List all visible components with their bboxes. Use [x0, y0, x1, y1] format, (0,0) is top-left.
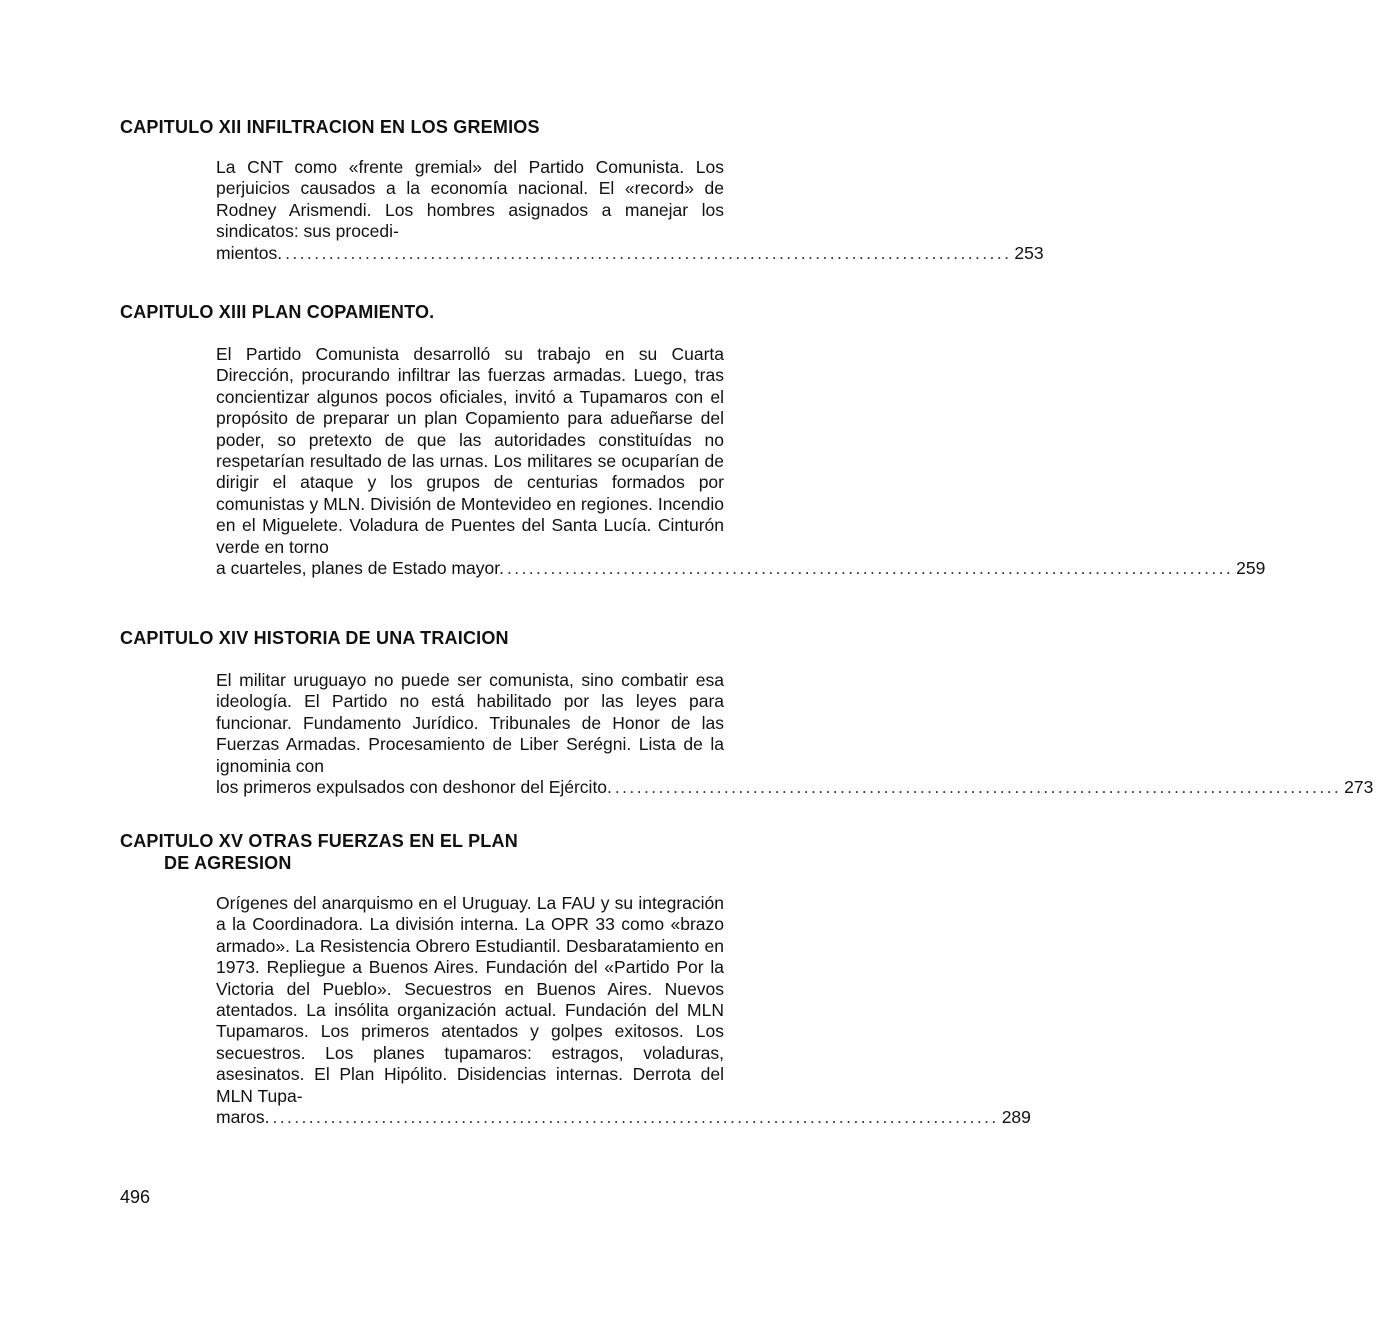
dot-leader: ....................................................................................................: [285, 242, 1012, 263]
chapter-heading: [120, 627, 509, 649]
summary-last-words: mientos.: [216, 242, 283, 263]
page-number: 496: [120, 1187, 151, 1207]
chapter-summary: [216, 157, 1044, 264]
page-reference: 259: [1236, 558, 1266, 579]
page-reference: 289: [1001, 1107, 1031, 1128]
summary-last-words: a cuarteles, planes de Estado mayor.: [216, 558, 504, 579]
dot-leader: ....................................................................................................: [614, 777, 1342, 798]
chapter-heading: [120, 301, 434, 323]
summary-text: La CNT como «frente gremial» del Partido Comunista. Los perjuicios causados a la economía nacional. El «record» de Rodney Arismendi. Los hombres asignados a manejar los sindicatos: sus procedi-: [216, 157, 724, 242]
summary-last-words: los primeros expulsados con deshonor del Ejército.: [216, 777, 612, 798]
page-reference: 253: [1014, 242, 1044, 263]
summary-last-words: maros.: [216, 1107, 270, 1128]
toc-entry-line: [216, 558, 1266, 579]
chapter-summary: [216, 893, 1031, 1128]
toc-entry-line: [216, 242, 1044, 264]
summary-text: Orígenes del anarquismo en el Uruguay. La FAU y su integración a la Coordinadora. La división interna. La OPR 33 como «brazo armado». La Resistencia Obrero Estudiantil. Desbaratamiento en 1973. Repliegue a Buenos Aires. Fundación del «Partido Por la Victoria del Pueblo». Secuestros en Buenos Aires. Nuevos atentados. La insólita organización actual. Fundación del MLN Tupamaros. Los primeros atentados y golpes exitosos. Los secuestros. Los planes tupamaros: estragos, voladuras, asesinatos. El Plan Hipólito. Disidencias internas. Derrota del MLN Tupa-: [216, 893, 724, 1106]
summary-text: El Partido Comunista desarrolló su trabajo en su Cuarta Dirección, procurando infiltrar las fuerzas armadas. Luego, tras concientizar algunos pocos oficiales, invitó a Tupamaros con el propósito de preparar un plan Copamiento para adueñarse del poder, so pretexto de que las autoridades constituídas no respetarían resultado de las urnas. Los militares se ocuparían de dirigir el ataque y los grupos de centurias formados por comunistas y MLN. División de Montevideo en regiones. Incendio en el Miguelete. Voladura de Puentes del Santa Lucía. Cinturón verde en torno: [216, 344, 724, 557]
chapter-title: CAPITULO XIII PLAN COPAMIENTO.: [120, 302, 435, 322]
chapter-heading: [120, 116, 540, 138]
chapter-title: CAPITULO XII INFILTRACION EN LOS GREMIOS: [120, 117, 540, 137]
summary-text: El militar uruguayo no puede ser comunista, sino combatir esa ideología. El Partido no está habilitado por las leyes para funcionar. Fundamento Jurídico. Tribunales de Honor de las Fuerzas Armadas. Procesamiento de Liber Serégni. Lista de la ignominia con: [216, 670, 724, 776]
chapter-title-continuation: DE AGRESION: [164, 853, 292, 873]
chapter-summary: [216, 344, 1266, 579]
toc-entry-line: [216, 1107, 1031, 1128]
dot-leader: ....................................................................................................: [272, 1107, 999, 1128]
chapter-heading: [120, 830, 518, 874]
chapter-title: CAPITULO XIV HISTORIA DE UNA TRAICION: [120, 628, 509, 648]
toc-entry-line: [216, 777, 1374, 798]
chapter-title: CAPITULO XV OTRAS FUERZAS EN EL PLAN: [120, 831, 518, 851]
chapter-summary: [216, 670, 1374, 798]
dot-leader: ....................................................................................................: [506, 558, 1234, 579]
page-reference: 273: [1344, 777, 1374, 798]
